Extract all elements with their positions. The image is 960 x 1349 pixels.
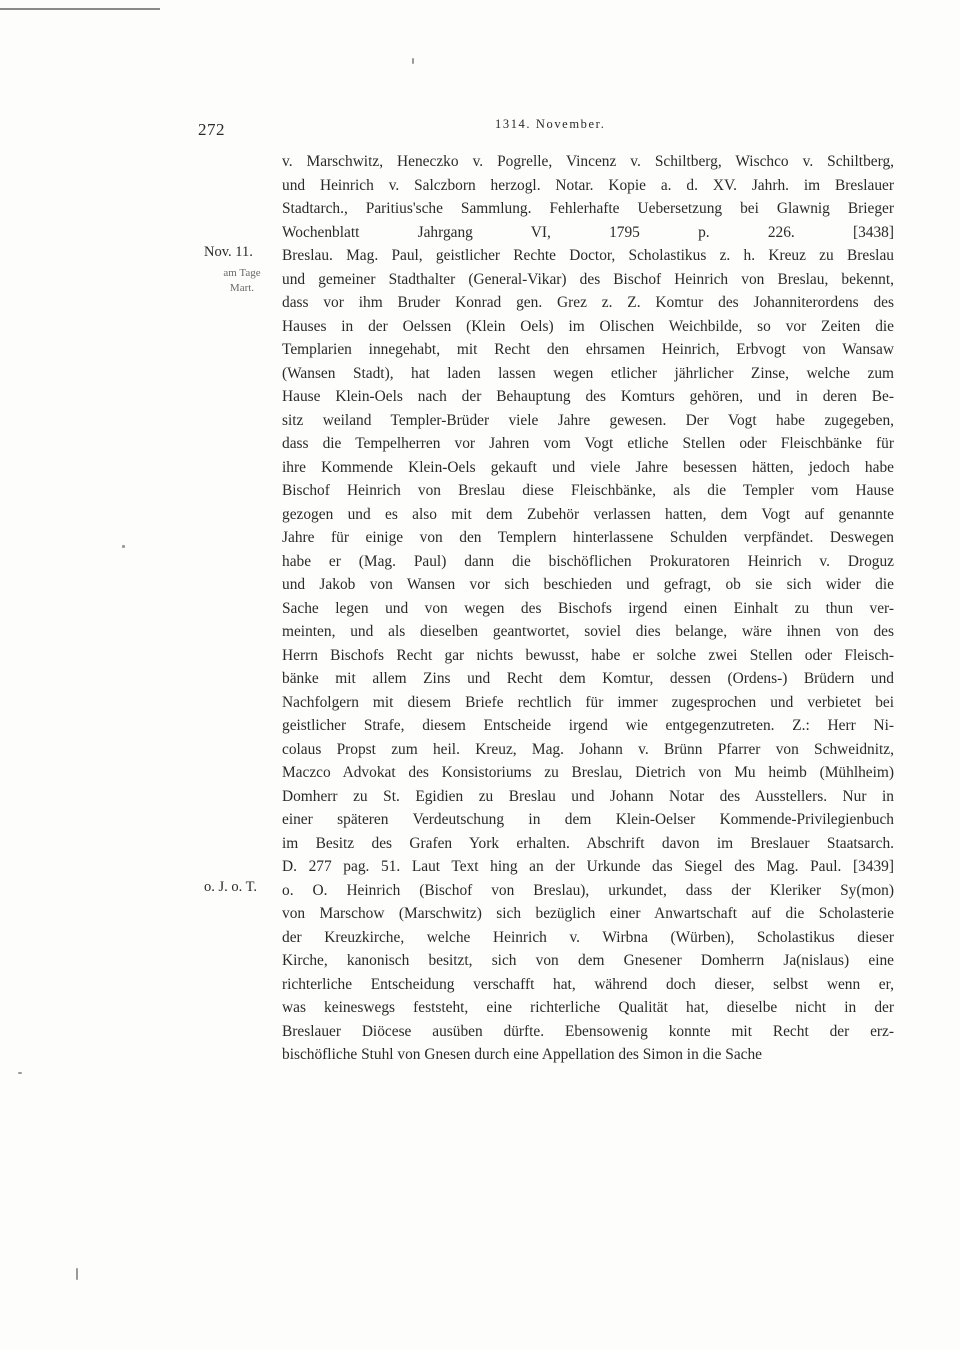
text-line: Jahre für einige von den Templern hinterlassene Schulden verpfändet. Deswegen [282, 529, 894, 546]
text-line: Nachfolgern mit diesem Briefe rechtlich für immer zugesprochen und verbietet bei [282, 693, 894, 711]
text-line: Hause Klein-Oels nach der Behauptung des Komturs gehören, und in deren Be- [282, 388, 894, 405]
margin-feast-line: am Tage [223, 267, 261, 279]
scan-edge-rule [0, 8, 160, 10]
text-line: Kirche, kanonisch besitzt, sich von dem Gnesener Domherrn Ja(nislaus) eine [282, 952, 894, 969]
text-line: richterliche Entscheidung verschafft hat, während doch dieser, selbst wenn er, [282, 975, 894, 993]
margin-order-note: o. J. o. T. [204, 879, 258, 895]
text-line: sitz weiland Templer-Brüder viele Jahre gewesen. Der Vogt habe zugegeben, [282, 411, 894, 429]
text-line: Stadtarch., Paritius'sche Sammlung. Fehlerhafte Uebersetzung bei Glawnig Brieger [282, 200, 894, 217]
text-line: Bischof Heinrich von Breslau diese Fleischbänke, als die Templer vom Hause [282, 482, 894, 499]
text-line: colaus Propst zum heil. Kreuz, Mag. Johann v. Brünn Pfarrer von Schweidnitz, [282, 740, 894, 758]
text-line: dass vor ihm Bruder Konrad gen. Grez z. Z. Komtur des Johanniterordens des [282, 294, 894, 311]
margin-feast [212, 266, 272, 296]
text-line: und gemeiner Stadthalter (General-Vikar) des Bischof Heinrich von Breslau, bekennt, [282, 270, 894, 288]
text-line: Maczco Advokat des Konsistoriums zu Breslau, Dietrich von Mu heimb (Mühlheim) [282, 764, 894, 781]
text-line: Domherr zu St. Egidien zu Breslau und Johann Notar des Ausstellers. Nur in [282, 787, 894, 805]
text-line: bänke mit allem Zins und Recht dem Komtur, dessen (Ordens-) Brüdern und [282, 670, 894, 687]
text-line: und Heinrich v. Salczborn herzogl. Notar. Kopie a. d. XV. Jahrh. im Breslauer [282, 176, 894, 194]
text-line: was keineswegs feststeht, eine richterliche Qualität hat, dieselbe nicht in der [282, 999, 894, 1016]
text-line: Breslauer Diöcese ausüben dürfte. Ebensowenig konnte mit Recht der erz- [282, 1022, 894, 1040]
text-line: im Besitz des Grafen York erhalten. Abschrift davon im Breslauer Staatsarch. [282, 834, 894, 852]
text-line: bischöfliche Stuhl von Gnesen durch eine Appellation des Simon in die Sache [282, 1046, 763, 1063]
text-line: Templarien innegehabt, mit Recht den ehrsamen Heinrich, Erbvogt von Wansaw [282, 341, 894, 358]
scan-speck [76, 1268, 78, 1280]
text-line: Herrn Bischofs Recht gar nichts bewusst, habe er solche zwei Stellen oder Fleisch- [282, 646, 894, 664]
text-line: gezogen und es also mit dem Zubehör verlassen hatten, dem Vogt auf genannte [282, 505, 894, 523]
scan-speck [18, 1072, 22, 1074]
scan-speck [122, 545, 125, 548]
text-line: D. 277 pag. 51. Laut Text hing an der Urkunde das Siegel des Mag. Paul. [3439] [282, 858, 894, 875]
text-line: o. O. Heinrich (Bischof von Breslau), urkundet, dass der Kleriker Sy(mon) [282, 881, 894, 899]
text-line: Wochenblatt Jahrgang VI, 1795 p. 226. [3438] [282, 223, 894, 241]
text-line: der Kreuzkirche, welche Heinrich v. Wirbna (Würben), Scholastikus dieser [282, 928, 894, 946]
text-line: Hauses in der Oelssen (Klein Oels) im Olischen Weichbilde, so vor Zeiten die [282, 317, 894, 335]
text-line: ihre Kommende Klein-Oels gekauft und viele Jahre besessen hätten, jedoch habe [282, 458, 894, 476]
text-line: Breslau. Mag. Paul, geistlicher Rechte Doctor, Scholastikus z. h. Kreuz zu Breslau [282, 247, 894, 264]
running-head: 1314. November. [495, 117, 606, 131]
text-line: und Jakob von Wansen vor sich beschieden und gefragt, ob sie sich wider die [282, 576, 894, 593]
text-line: meinten, und als dieselben geantwortet, soviel dies belange, wäre ihnen von des [282, 623, 894, 640]
text-line: geistlicher Strafe, diesem Entscheide irgend wie entgegenzutreten. Z.: Herr Ni- [282, 717, 894, 734]
text-line: v. Marschwitz, Heneczko v. Pogrelle, Vincenz v. Schiltberg, Wischco v. Schiltberg, [282, 153, 894, 170]
text-line: von Marschow (Marschwitz) sich bezüglich einer Anwartschaft auf die Scholasterie [282, 905, 894, 922]
margin-feast-line: Mart. [229, 282, 255, 294]
scan-speck [412, 58, 414, 64]
text-line: einer späteren Verdeutschung in dem Klein-Oelser Kommende-Privilegienbuch [282, 811, 894, 828]
text-line: dass die Tempelherren vor Jahren vom Vogt etliche Stellen oder Fleischbänke für [282, 435, 894, 452]
body-text [282, 150, 894, 1067]
margin-date: Nov. 11. [204, 244, 253, 260]
text-line: Sache legen und von wegen des Bischofs irgend einen Einhalt zu thun ver- [282, 599, 894, 617]
text-line: habe er (Mag. Paul) dann die bischöflichen Prokuratoren Heinrich v. Droguz [282, 552, 894, 570]
text-line: (Wansen Stadt), hat laden lassen wegen etlicher jährlicher Zinse, welche zum [282, 364, 894, 382]
page-number: 272 [198, 120, 225, 139]
